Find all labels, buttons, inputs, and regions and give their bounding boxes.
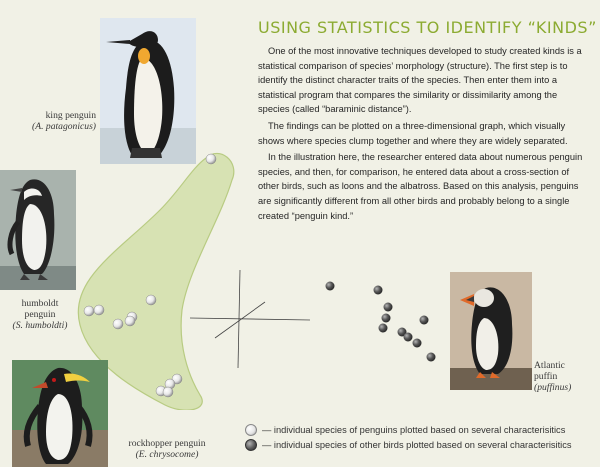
- other-bird-points: [326, 282, 436, 362]
- other-bird-point: [379, 324, 388, 333]
- penguin-point: [163, 387, 173, 397]
- rockhopper-penguin-scientific-name: (E. chrysocome): [135, 449, 199, 460]
- atlantic-puffin-caption: [534, 360, 594, 393]
- article-title: USING STATISTICS TO IDENTIFY “KINDS”: [258, 18, 597, 37]
- other-bird-point: [404, 333, 413, 342]
- other-bird-point: [374, 286, 383, 295]
- penguin-point: [94, 305, 104, 315]
- atlantic-puffin-name-line2: puffin: [534, 371, 558, 382]
- penguin-point: [113, 319, 123, 329]
- axis-horizontal: [190, 318, 310, 320]
- humboldt-penguin-name-line2: penguin: [24, 309, 56, 320]
- paragraph-2: The findings can be plotted on a three-dimensional graph, which visually shows where species clump together and where they are widely separated.: [258, 120, 568, 146]
- legend-row-other-birds: [245, 437, 595, 452]
- other-bird-point: [427, 353, 436, 362]
- other-bird-marker-icon: [245, 439, 257, 451]
- atlantic-puffin-name-line1: Atlantic: [534, 360, 565, 371]
- other-bird-point: [384, 303, 393, 312]
- baraminic-distance-plot: [70, 140, 460, 410]
- king-penguin-scientific-name: (A. patagonicus): [32, 121, 96, 132]
- axis-depth: [215, 302, 265, 338]
- atlantic-puffin-scientific-name: (puffinus): [534, 382, 572, 393]
- humboldt-penguin-scientific-name: (S. humboldti): [12, 320, 68, 331]
- humboldt-penguin-name-line1: humboldt: [21, 298, 59, 309]
- paragraph-3: In the illustration here, the researcher entered data about numerous penguin species, and then, for comparison, he entered data about a cross-section of other birds, such as loons and the albatross. Based on this analysis, penguins are significantly different from all other birds and probably belong to a single created “penguin kind.”: [258, 152, 583, 221]
- penguin-marker-icon: [245, 424, 257, 436]
- other-bird-point: [420, 316, 429, 325]
- other-bird-point: [382, 314, 391, 323]
- legend-penguins-label: — individual species of penguins plotted based on several characterisitics: [262, 424, 566, 435]
- atlantic-puffin-photo: [450, 272, 532, 390]
- penguin-point: [125, 316, 135, 326]
- plot-legend: [245, 422, 595, 452]
- humboldt-penguin-caption: [0, 298, 80, 331]
- legend-others-label: — individual species of other birds plotted based on several characterisitics: [262, 439, 572, 450]
- other-bird-point: [326, 282, 335, 291]
- penguin-point: [206, 154, 216, 164]
- rockhopper-penguin-name: rockhopper penguin: [128, 438, 206, 449]
- paragraph-1: One of the most innovative techniques developed to study created kinds is a statistical comparison of species’ morphology (structure). The first step is to identify the distinct character traits of the species. Then enter them into a statistical program that compares the similarity or dissimilarity among the species (called “baraminic distance”).: [258, 46, 582, 115]
- king-penguin-caption: [22, 110, 96, 132]
- rockhopper-penguin-caption: [112, 438, 222, 460]
- rockhopper-penguin-photo: [12, 360, 108, 467]
- king-penguin-name: king penguin: [45, 110, 96, 121]
- humboldt-penguin-photo: [0, 170, 76, 290]
- penguin-point: [84, 306, 94, 316]
- king-penguin-photo: [100, 18, 196, 164]
- other-bird-point: [413, 339, 422, 348]
- penguin-point: [146, 295, 156, 305]
- legend-row-penguins: [245, 422, 595, 437]
